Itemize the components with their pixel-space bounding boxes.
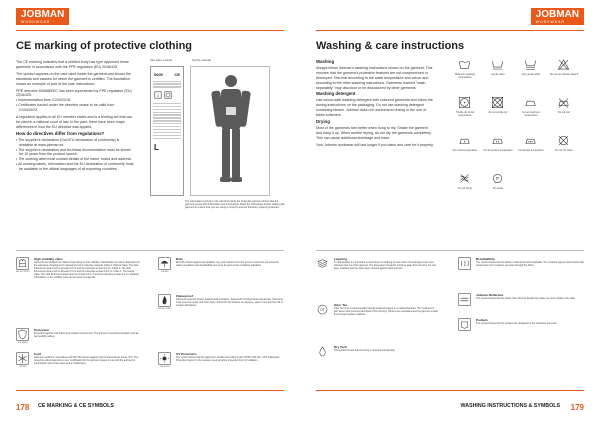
iron-high-icon	[524, 134, 537, 147]
brand-sub: WORKWEAR	[535, 20, 566, 24]
droplet-icon	[316, 345, 329, 358]
standard-block	[158, 294, 284, 310]
brand-logo	[16, 8, 69, 25]
iron-icon	[524, 96, 537, 109]
ce-mark: CE	[174, 72, 180, 77]
no-tumble-dry-icon	[491, 96, 504, 109]
care-text	[316, 60, 434, 150]
info-block	[458, 318, 584, 325]
care-symbol-caption: Tumble dry at low temperature	[455, 111, 475, 117]
info-title: Odor Tec	[334, 303, 348, 307]
label-caption: Care label, example	[150, 59, 173, 62]
standard-code: EN 342	[19, 366, 27, 368]
flame-icon	[158, 294, 171, 307]
standard-code: EN 14404	[18, 342, 28, 344]
header-rule	[16, 30, 284, 31]
standard-code: EN 13758	[160, 366, 170, 368]
care-symbol-caption: Do not iron	[558, 111, 570, 114]
care-symbol-caption: Maximum washing temperature	[455, 73, 475, 79]
brand-name: JOBMAN	[535, 9, 579, 20]
very-gentle-wash-icon	[524, 58, 537, 71]
section-heading: Drying	[316, 118, 330, 124]
no-iron-icon	[557, 96, 570, 109]
paragraph: Most of the garments fare better when hung to dry. Shake the garment and hang it up. When tumble drying, do not dry the garments completely. This can cause additional shrinkage and wear.	[316, 125, 432, 140]
tumble-dry-icon	[458, 96, 471, 109]
brand-logo	[531, 8, 584, 25]
umbrella-icon	[158, 257, 171, 270]
page-number: 179	[570, 403, 584, 412]
intro-text	[16, 60, 134, 172]
standard-code: EN 343	[161, 271, 169, 273]
standard-title: Flameproof	[176, 294, 193, 298]
info-title: Dry Tech	[334, 345, 348, 349]
wash-tub-icon	[458, 58, 471, 71]
paragraph: Always follow Jobman's washing instructions shown on the garment. This ensures that the garment's protective features are not compromised or destroyed. Test that according to the wash temperature and colour and according to the other washing instructions. Garments marked "wash separately" may discolour or be discoloured by other garments.	[316, 65, 433, 90]
reflect-icon	[458, 293, 471, 306]
info-text: This symbol shows that the lining is moisture transporting.	[334, 349, 396, 352]
list-item: • All working labels, information and the EU declaration of conformity must be available in the official languages of all exporting countries.	[16, 162, 134, 172]
standard-text: Garments are divided into classes depending on their visibility. Classification is mainly dependent on the total area of background material and retro-reflective material. Class 3: Highest class. The total fluorescent area must be at least 0.8 m² and the reflective at least 0.2 m². Class 2: The total fluorescent area must be at least 0.5 m² and the reflective at least 0.13 m². Class 1: The lowest class. The total fluorescent area must be at least 0.14 m² and the reflective at least 0.1 m². Detailed information on the visibility rules can be found on page 82.	[34, 261, 140, 280]
iron-low-icon	[458, 134, 471, 147]
care-symbol-caption: Iron at high temperature	[518, 149, 544, 152]
care-symbol-caption: Iron at low temperature	[452, 149, 478, 152]
footer-rule	[316, 390, 584, 391]
standard-title: Protection	[34, 328, 50, 332]
list-item: • Certificates issued under the directive cease to be valid from 21/04/2023.	[16, 103, 115, 113]
footer-title: WASHING INSTRUCTIONS & SYMBOLS	[460, 403, 560, 409]
workwear-figure	[190, 66, 270, 196]
info-block	[316, 345, 441, 352]
standard-block	[16, 352, 141, 368]
care-label-illustration	[150, 66, 184, 196]
section-heading: Washing	[316, 59, 335, 64]
standard-block	[16, 257, 141, 280]
shield-icon	[16, 328, 29, 341]
brand-name: JOBMAN	[21, 9, 65, 20]
standard-text: Garment certified in accordance with EN 342 protect against cold at temperatures below -5°C. The protective effect depends on use. Certification for the garment relates to use with the garment in combination with a base layer and a middle layer.	[34, 356, 139, 366]
odor-icon	[316, 303, 329, 316]
info-book-icon	[154, 91, 162, 99]
info-title: Pockets	[476, 318, 488, 322]
footer-rule	[16, 390, 284, 391]
care-symbol-caption: Dry clean	[492, 187, 504, 190]
intro-paragraph: PPE directive 89/686/EEC has been superseded by PPE regulation (EU) 2016/425.	[16, 88, 132, 98]
care-symbol-caption: Do not wring	[458, 187, 472, 190]
info-text: In cold weather it is important to wear layers of clothing to keep warm. Several layers are more effective than one thick garment. The base layer transports moisture away from the skin, the mid layer insulates and the outer layer protects against wind and rain.	[334, 261, 436, 271]
info-title: Breathability	[476, 257, 495, 261]
sun-icon	[158, 352, 171, 365]
bullet-list	[16, 138, 134, 172]
care-symbol-caption: Gentle wash	[491, 73, 505, 76]
no-wring-icon	[458, 172, 471, 185]
standard-title: UV Protection	[176, 352, 197, 356]
gentle-wash-icon	[491, 58, 504, 71]
footer-title: CE MARKING & CE SYMBOLS	[38, 403, 114, 409]
section-divider	[16, 250, 284, 251]
no-bleach-icon	[557, 58, 570, 71]
care-symbol-caption: Very gentle wash	[521, 73, 541, 76]
care-symbol-caption: Do not dry clean	[555, 149, 573, 152]
info-block	[316, 303, 441, 316]
list-item: • The supplier's declaration (DoC/EU declaration of conformity) is available at www.jobman.se.	[16, 137, 120, 147]
standard-pictogram-icon	[164, 91, 172, 99]
standard-text: EN 343 protects against precipitation, fog, and moisture from the ground. Garments are tested for water penetration and breathability and must be worn in the conditions indicated.	[176, 261, 279, 268]
right-page	[300, 0, 600, 424]
svg-text:i: i	[157, 94, 159, 100]
care-symbol-caption: Iron at medium temperature	[483, 149, 513, 152]
care-symbol-caption: Iron at maximum temperature	[522, 111, 540, 117]
list-item: • Implementation from 21/04/2018.	[16, 98, 72, 103]
header-rule	[316, 30, 584, 31]
care-symbol-caption: Do not use chlorine bleach	[549, 73, 579, 76]
brand-sub: WORKWEAR	[21, 20, 51, 24]
standard-title: High visibility class	[34, 257, 63, 261]
section-divider	[316, 250, 584, 251]
dry-clean-icon	[491, 172, 504, 185]
standard-block	[16, 328, 141, 344]
standard-title: Cold	[34, 352, 41, 356]
intro-paragraph: The symbol appears on the care label inside the garment and shows the standards and classes for which the garment is certified. The illustration shows an example of part of the care instructions.	[16, 71, 131, 86]
page-title: Washing & care instructions	[316, 40, 465, 52]
paragraph: Your Jobman workwear will last longer if you wash and care for it properly.	[316, 142, 434, 147]
no-dryclean-icon	[557, 134, 570, 147]
hi-vis-jacket-icon	[16, 257, 29, 270]
standard-text: Garments tested to protect against heat and flame. Tested with a limited flame spread test. Garments must cover the upper and lower body. Tested for the duration of exposure, ease of use and the risk of contact with flames.	[176, 298, 283, 308]
list-item: • The working label must contain details of the name, brand and address.	[16, 157, 133, 162]
breath-icon	[458, 257, 471, 270]
info-block	[458, 257, 584, 267]
standard-block	[158, 352, 284, 368]
info-title: Layering	[334, 257, 347, 261]
list-item: • The supplier's declaration and technical documentation must be stored for 10 years from the product launch.	[16, 147, 131, 157]
bullet-list	[16, 98, 134, 113]
paragraph: Use colour-safe washing detergent with coloured garments and follow the dosing instructions on the packaging. Do not use washing detergent containing bleach. Jobman does not recommend rinsing or the use of fabric softeners.	[316, 98, 433, 118]
standard-text: The symbol shows that the garment is certified according to EN 13758. UPF 40+. UPF (Ultraviolet Protection Factor) is the measure used to define protection from UV radiation.	[176, 356, 280, 363]
intro-paragraph: The CE marking indicates that a notified body has type approved these garments in accordance with the PPE regulation (EU) 2016/425.	[16, 60, 129, 69]
svg-text:P: P	[496, 176, 499, 182]
snowflake-icon	[16, 352, 29, 365]
care-symbol-caption: Do not tumble dry	[488, 111, 508, 114]
page-title: CE marking of protective clothing	[16, 40, 193, 52]
info-text: Odor Tec is an environmentally friendly treatment based on a natural bacteria. The treatment is permanent and prevents bad odours from forming. Odours are neutralised and the garment smells fresh longer between washes.	[334, 307, 438, 317]
page-number: 178	[16, 403, 30, 412]
info-block	[316, 257, 441, 270]
pocket-icon	[458, 318, 471, 331]
info-note: The information symbol on the CE label inside the protective garment shows that the garment comes with information and instructions. Read the information before wearing the garment to ensure that you are using it correctly and are therefore properly protected.	[185, 200, 285, 210]
regulation-paragraph: A regulation applies in all EU member states and is a binding act that can be cited in a national court of law. In the past, there have been major differences in how the EU directive was applied.	[16, 115, 133, 129]
standard-code: EN ISO 11612	[158, 308, 172, 310]
standard-text: Protection against cold indoor and outdoor environment. The garment must show insulation and air permeability values.	[34, 332, 139, 339]
standard-title: Rain	[176, 257, 183, 261]
info-text: The symbol shows that the article has reflective details that make you more visible in the dark.	[476, 297, 576, 300]
standard-code: EN ISO 20471	[16, 271, 30, 273]
symbol-caption: Symbol, example	[192, 59, 212, 62]
info-title: Jobman Reflective	[476, 293, 504, 297]
info-block	[458, 293, 584, 300]
svg-text:OT: OT	[320, 307, 325, 312]
iron-medium-icon	[491, 134, 504, 147]
standard-block	[158, 257, 284, 273]
section-heading: Washing detergent	[316, 91, 356, 97]
label-code: 0000	[154, 72, 163, 77]
section-heading: How do directives differ from regulations?	[16, 130, 105, 136]
layers-icon	[316, 257, 329, 270]
info-text: The symbol shows that the pockets are designed for the workwear and tools.	[476, 322, 558, 325]
size-letter: L	[154, 143, 159, 153]
info-text: The symbol shows that the fabric is waterproof and breathable. The moisture vapour transmission rate shows how much moisture can pass through the fabric.	[476, 261, 584, 268]
